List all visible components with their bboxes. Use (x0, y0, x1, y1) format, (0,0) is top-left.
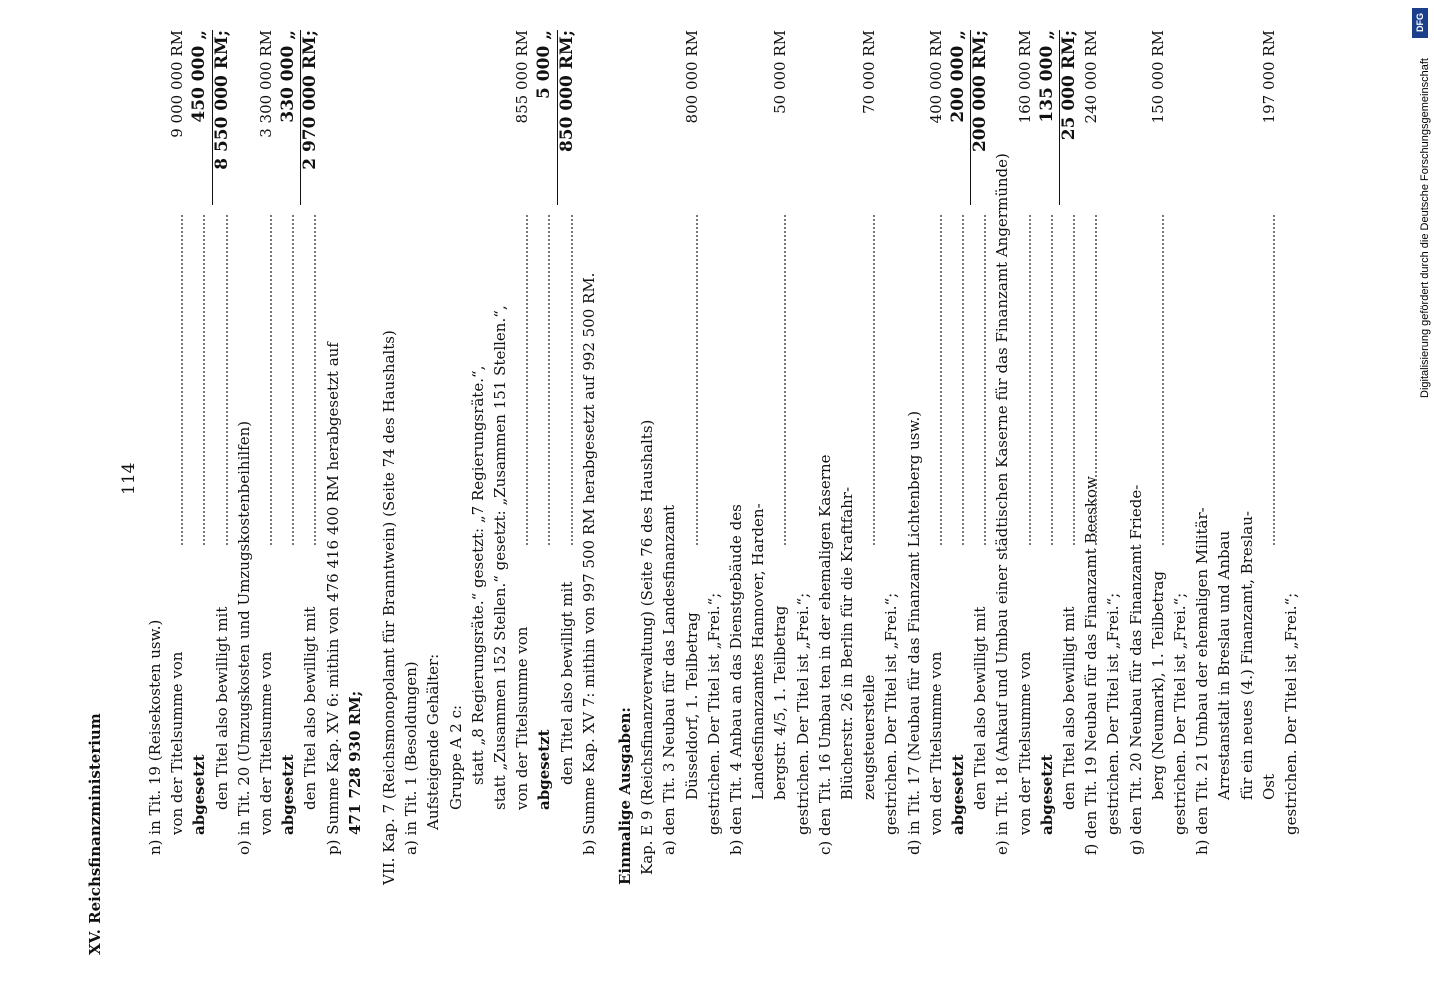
dot-leader (1029, 215, 1031, 545)
dot-leader (1273, 215, 1275, 545)
text-line: gestrichen. Der Titel ist „Frei.“; (882, 592, 901, 835)
text-line: von der Titelsumme von (168, 651, 187, 835)
text-line: p) Summe Kap. XV 6: mithin von 476 416 400 RM herabgesetzt auf (323, 342, 342, 855)
ministry-heading: XV. Reichsfinanzministerium (86, 713, 104, 955)
dfg-logo: DFG (1412, 8, 1428, 38)
amount-value: 5 000 „ (534, 30, 555, 99)
text-line: gestrichen. Der Titel ist „Frei.“; (1171, 592, 1189, 835)
amount-value: 2 970 000 RM; (300, 30, 321, 170)
amount-value: 70 000 RM (860, 30, 879, 114)
dot-leader (1073, 215, 1075, 545)
dot-leader (314, 215, 316, 545)
text-line: a) den Tit. 3 Neubau für das Landesfinanzamt (660, 504, 679, 855)
dot-leader (270, 215, 272, 545)
text-line: b) Summe Kap. XV 7: mithin von 997 500 RM herabgesetzt auf 992 500 RM. (579, 272, 598, 855)
amount-value: 50 000 RM (771, 30, 790, 114)
text-line: VII. Kap. 7 (Reichsmonopolamt für Branntwein) (Seite 74 des Haushalts) (380, 330, 398, 885)
amount-value: 200 000 RM; (970, 30, 991, 153)
text-line: den Titel also bewilligt mit (971, 606, 990, 810)
text-line: abgesetzt (190, 754, 209, 835)
page-number: 114 (119, 462, 139, 495)
text-line: abgesetzt (949, 754, 967, 835)
text-line: zeugsteuerstelle (860, 674, 879, 800)
text-line: gestrichen. Der Titel ist „Frei.“; (793, 592, 812, 835)
text-line: den Titel also bewilligt mit (301, 606, 320, 810)
dot-leader (1162, 215, 1164, 545)
dot-leader (984, 215, 986, 545)
amount-value: 25 000 RM; (1059, 30, 1079, 141)
dot-leader (226, 215, 228, 545)
text-line: von der Titelsumme von (257, 651, 275, 835)
dot-leader (1051, 215, 1053, 545)
text-line: den Titel also bewilligt mit (557, 581, 576, 785)
text-line: h) den Tit. 21 Umbau der ehemaligen Militär- (1193, 507, 1212, 855)
dot-leader (962, 215, 964, 545)
text-line: n) in Tit. 19 (Reisekosten usw.) (146, 619, 164, 855)
text-line: Blücherstr. 26 in Berlin für die Kraftfahr- (838, 486, 856, 800)
dot-leader (784, 215, 786, 545)
text-line: für ein neues (4.) Finanzamt, Breslau- (1237, 511, 1256, 800)
text-line: von der Titelsumme von (926, 651, 945, 835)
text-line: 471 728 930 RM; (345, 690, 364, 835)
dot-leader (203, 215, 205, 545)
amount-value: 8 550 000 RM; (211, 30, 232, 170)
text-line: gestrichen. Der Titel ist „Frei.“; (704, 592, 723, 835)
dot-leader (571, 215, 573, 545)
text-line: abgesetzt (279, 754, 298, 835)
text-line: Gruppe A 2 c: (446, 704, 465, 810)
text-line: statt „8 Regierungsräte.“ gesetzt: „7 Regierungsräte.“, (468, 365, 487, 785)
text-line: von der Titelsumme von (1015, 651, 1034, 835)
text-line: Einmalige Ausgaben: (616, 707, 634, 885)
text-line: Ost (1259, 773, 1278, 800)
text-line: von der Titelsumme von (513, 626, 532, 810)
dot-leader (1095, 215, 1097, 545)
amount-value: 850 000 RM; (556, 30, 577, 153)
credit-text: Digitalisierung gefördert durch die Deutsche Forschungsgemeinschaft (1419, 58, 1431, 398)
text-line: abgesetzt (1037, 754, 1056, 835)
amount-value: 450 000 „ (189, 30, 210, 123)
text-line: gestrichen. Der Titel ist „Frei.“; (1104, 592, 1123, 835)
text-line: a) in Tit. 1 (Besoldungen) (402, 661, 421, 855)
text-line: f) den Tit. 19 Neubau für das Finanzamt Beeskow (1082, 476, 1101, 855)
text-line: Arrestanstalt in Breslau und Anbau (1215, 530, 1234, 800)
text-line: den Titel also bewilligt mit (212, 606, 231, 810)
text-line: bergstr. 4/5, 1. Teilbetrag (771, 605, 790, 800)
text-line: o) in Tit. 20 (Umzugskosten und Umzugskostenbeihilfen) (234, 420, 253, 855)
dot-leader (940, 215, 942, 545)
text-line: g) den Tit. 20 Neubau für das Finanzamt Friede- (1126, 484, 1145, 855)
dot-leader (873, 215, 875, 545)
amount-value: 240 000 RM (1082, 30, 1101, 124)
dot-leader (696, 215, 698, 545)
text-line: Aufsteigende Gehälter: (424, 653, 443, 830)
text-line: den Titel also bewilligt mit (1060, 606, 1078, 810)
text-line: d) in Tit. 17 (Neubau für das Finanzamt Lichtenberg usw.) (904, 410, 923, 855)
amount-value: 855 000 RM (513, 30, 532, 124)
amount-value: 160 000 RM (1015, 30, 1034, 124)
amount-value: 150 000 RM (1148, 30, 1167, 124)
text-line: berg (Neumark), 1. Teilbetrag (1148, 571, 1167, 800)
text-line: b) den Tit. 4 Anbau an das Dienstgebäude des (727, 504, 745, 855)
text-line: gestrichen. Der Titel ist „Frei.“; (1282, 592, 1300, 835)
text-line: Kap. E 9 (Reichsfinanzverwaltung) (Seite 76 des Haushalts) (638, 419, 657, 875)
amount-value: 197 000 RM (1259, 30, 1278, 124)
text-line: statt „Zusammen 152 Stellen.“ gesetzt: „Zusammen 151 Stellen.“, (491, 305, 509, 810)
text-line: abgesetzt (535, 729, 554, 810)
amount-value: 400 000 RM (926, 30, 945, 124)
amount-value: 800 000 RM (682, 30, 701, 124)
dot-leader (526, 215, 528, 545)
dot-leader (181, 215, 183, 545)
rotated-page (28, 0, 1408, 975)
amount-value: 9 000 000 RM (168, 30, 187, 138)
text-line: Düsseldorf, 1. Teilbetrag (682, 612, 701, 800)
text-line: Landesfinanzamtes Hannover, Harden- (749, 503, 768, 800)
amount-value: 330 000 „ (278, 30, 299, 123)
dot-leader (548, 215, 550, 545)
digitization-credit (1408, 8, 1434, 398)
text-line: e) in Tit. 18 (Ankauf und Umbau einer städtischen Kaserne für das Finanzamt Angermünde) (993, 153, 1012, 855)
dot-leader (292, 215, 294, 545)
text-line: c) den Tit. 16 Umbau ten in der ehemaligen Kaserne (815, 454, 834, 855)
amount-value: 135 000 „ (1036, 30, 1057, 123)
amount-value: 3 300 000 RM (257, 30, 275, 138)
amount-value: 200 000 „ (948, 30, 968, 123)
